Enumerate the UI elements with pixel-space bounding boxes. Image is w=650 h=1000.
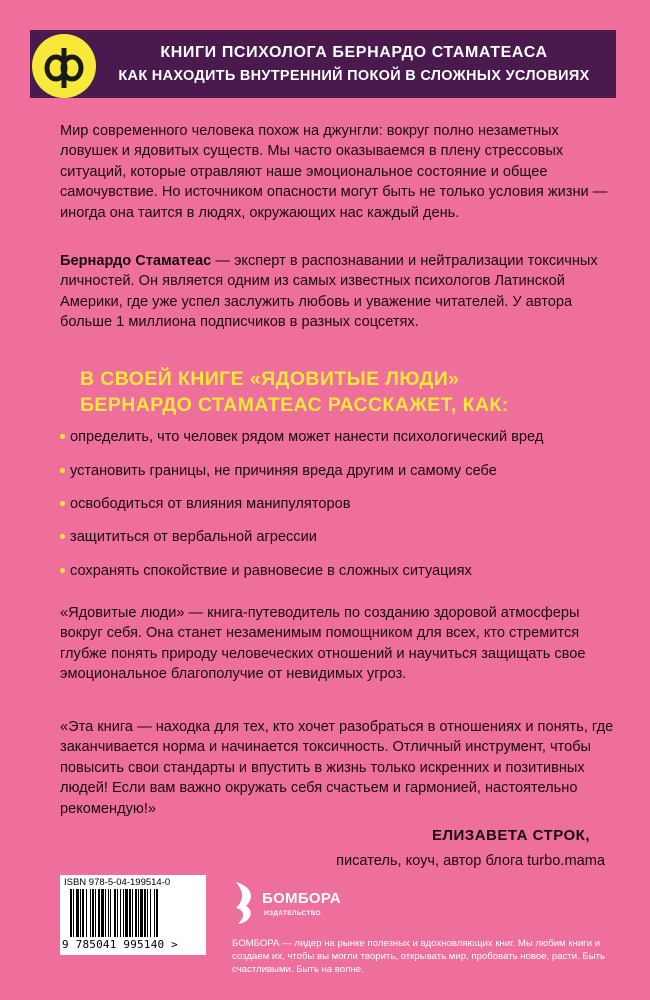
quote-author-name: ЕЛИЗАВЕТА СТРОК,: [431, 827, 590, 844]
publisher-description: БОМБОРА — лидер на рынке полезных и вдохновляющих книг. Мы любим книги и создаем их, чтобы вы могли творить, открывать мир, пробовать новое, расти. Быть счастливыми. Быть на волне.: [232, 938, 606, 975]
quote-author-role: писатель, коуч, автор блога turbo.mama: [336, 853, 605, 869]
bombora-logo-icon: [232, 880, 258, 926]
header-banner: [30, 30, 616, 98]
bullet-dot-icon: [60, 568, 65, 573]
isbn-number: ISBN 978-5-04-199514-0: [64, 877, 171, 888]
author-description: — эксперт в распознавании и нейтрализации токсичных личностей. Он является одним из самых известных психологов Латинской Америки, где уже успел заслужить любовь и уважение читателей. У автора больше 1 миллиона подписчиков в разных соцсетях.: [60, 253, 598, 331]
list-item: установить границы, не причиняя вреда другим и самому себе: [60, 460, 620, 482]
author-name-inline: Бернардо Стаматеас: [60, 253, 212, 269]
bullet-dot-icon: [60, 434, 65, 439]
banner-title: КНИГИ ПСИХОЛОГА БЕРНАРДО СТАМАТЕАСА: [160, 44, 548, 61]
publisher-name: БОМБОРА: [262, 890, 342, 907]
quote-paragraph: «Эта книга — находка для тех, кто хочет разобраться в отношениях и понять, где заканчивается норма и начинается токсичность. Отличный инструмент, чтобы повысить свои стандарты и впустить в жизнь только искренних и позитивных людей! Если вам важно окружать себя счастьем и гармонией, настоятельно рекомендую!»: [60, 719, 614, 817]
heading-line-1: В СВОЕЙ КНИГЕ «ЯДОВИТЫЕ ЛЮДИ»: [80, 368, 460, 390]
publisher-logo-icon: [32, 34, 96, 98]
summary-paragraph: «Ядовитые люди» — книга-путеводитель по созданию здоровой атмосферы вокруг себя. Она станет незаменимым помощником для всех, кто стремится глубже понять природу человеческих отношений и научиться защищать свое эмоциональное благополучие от невидимых угроз.: [60, 605, 586, 683]
heading-line-2: БЕРНАРДО СТАМАТЕАС РАССКАЖЕТ, КАК:: [80, 394, 509, 416]
barcode-digits: 9 785041 995140 >: [62, 938, 178, 951]
bullet-dot-icon: [60, 468, 65, 473]
list-item: защититься от вербальной агрессии: [60, 526, 620, 548]
section-heading: [80, 366, 610, 418]
barcode-icon: [68, 889, 198, 937]
list-item: определить, что человек рядом может нанести психологический вред: [60, 426, 620, 448]
isbn-barcode: [60, 875, 206, 955]
banner-subtitle: КАК НАХОДИТЬ ВНУТРЕННИЙ ПОКОЙ В СЛОЖНЫХ УСЛОВИЯХ: [118, 68, 590, 84]
author-paragraph: [60, 251, 616, 333]
publisher-sub: ИЗДАТЕЛЬСТВО: [264, 910, 321, 917]
intro-paragraph: Мир современного человека похож на джунгли: вокруг полно незаметных ловушек и ядовитых существ. Мы часто оказываемся в плену стрессовых ситуаций, которые отравляют наше эмоциональное состояние и общее самочувствие. Но источником опасности могут быть не только условия жизни — иногда она таится в людях, окружающих нас каждый день.: [60, 123, 608, 221]
bullet-dot-icon: [60, 501, 65, 506]
list-item: сохранять спокойствие и равновесие в сложных ситуациях: [60, 560, 620, 582]
list-item: освободиться от влияния манипуляторов: [60, 493, 620, 515]
bullet-dot-icon: [60, 534, 65, 539]
